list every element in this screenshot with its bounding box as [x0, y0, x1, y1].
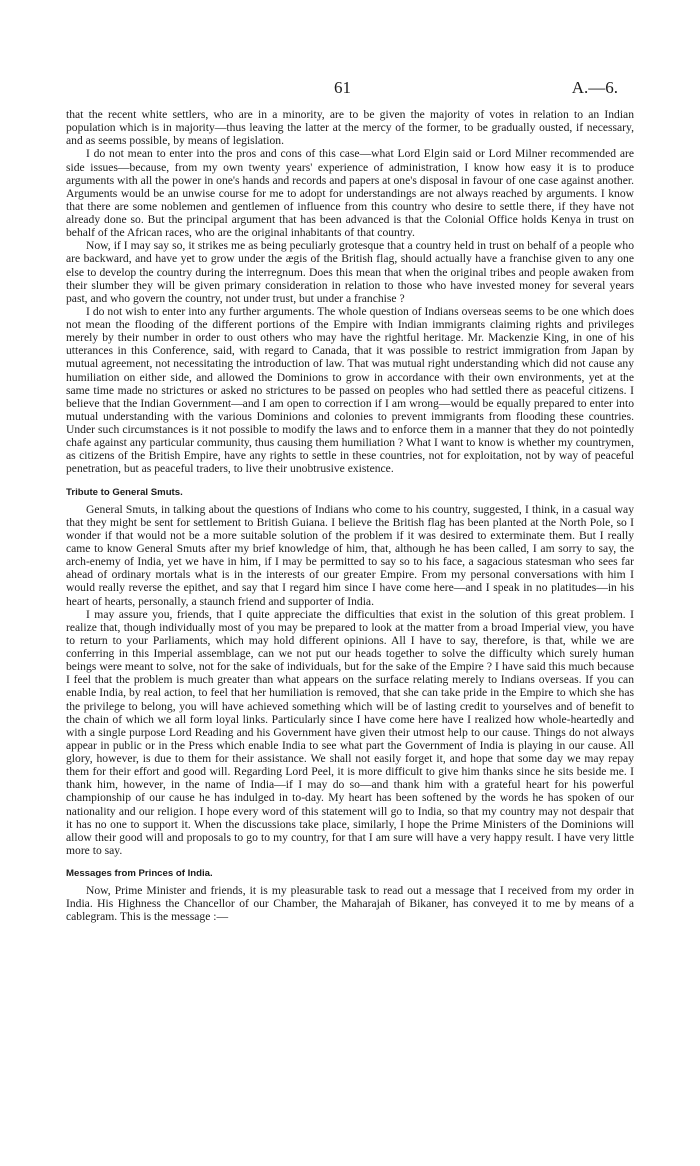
document-body	[66, 108, 634, 924]
page-number: 61	[334, 78, 351, 97]
paragraph: Now, if I may say so, it strikes me as being peculiarly grotesque that a country held in trust on behalf of a people who are backward, and have yet to grow under the ægis of the British flag, should actually have a franchise given to any one else to develop the country during the interregnum. Does this mean that when the original tribes and people awaken from their slumber they will be given primary consideration in relation to those who have invested money for several years past, and who govern the country, not under trust, but under a franchise ?	[66, 239, 634, 305]
paper-reference: A.—6.	[571, 78, 618, 97]
paragraph: General Smuts, in talking about the questions of Indians who come to his country, suggested, I think, in a casual way that they might be sent for settlement to British Guiana. I believe the British flag has been planted at the North Pole, so I wonder if that would not be a more suitable solution of the problem if it was desired to exterminate them. But I really came to know General Smuts after my brief knowledge of him, that, although he has been called, I am sorry to say, the arch-enemy of India, yet we have in him, if I may be permitted to say so to his face, a sagacious statesman who sees far ahead of ordinary mortals what is in the interests of our greater Empire. From my personal conversations with him I would really reverse the epithet, and say that I regard him since I have come here—and I speak in no platitudes—in his heart of hearts, personally, a staunch friend and supporter of India.	[66, 502, 634, 608]
paragraph: I may assure you, friends, that I quite appreciate the difficulties that exist in the solution of this great problem. I realize that, though individually most of you may be prepared to look at the matter from a broad Imperial view, you have to return to your Parliaments, which may hold different opinions. All I have to say, therefore, is that, while we are conferring in this Imperial assemblage, can we not put our heads together to solve the difficulty which surely human beings were meant to solve, not for the sake of individuals, but for the sake of the Empire ? I have said this much because I feel that the problem is much greater than what appears on the surface relating merely to Indians overseas. If you can enable India, by real action, to feel that her humiliation is removed, that she can take pride in the Empire to which she has the privilege to belong, you will have achieved something which will be of lasting credit to yourselves and of benefit to the chain of which we all form loyal links. Particularly since I have come here have I realized how whole-heartedly and with a single purpose Lord Reading and his Government have given their utmost help to our cause. Things do not always appear in public or in the Press which enable India to see what part the Government of India is playing in our cause. All glory, however, is due to them for their assistance. We shall not easily forget it, and hope that some day we may repay them for their effort and good will. Regarding Lord Peel, it is more difficult to give him thanks since he sits beside me. I thank him, however, in the name of India—if I may do so—and thank him with a grateful heart for his powerful championship of our cause he has indulged in to-day. My heart has been softened by the words he has spoken of our nationality and our religion. I hope every word of this statement will go to India, so that my country may not despair that it has no one to support it. When the discussions take place, similarly, I hope the Prime Ministers of the Dominions will allow their good will and proposals to go to my country, for that I am sure will have a very happy result. I have very little more to say.	[66, 607, 634, 857]
section-heading-princes-messages: Messages from Princes of India.	[66, 868, 213, 879]
paragraph: I do not mean to enter into the pros and cons of this case—what Lord Elgin said or Lord Milner recommended are side issues—because, from my own twenty years' experience of administration, I know how easy it is to produce arguments with all the power in one's hands and records and papers at one's disposal in favour of one case against another. Arguments would be an unwise course for me to adopt for understandings are not always reached by arguments. I know that there are some noblemen and gentlemen of influence from this country who desire to settle there, if they have not already done so. But the principal argument that has been advanced is that the Colonial Office holds Kenya in trust on behalf of the African races, who are the original inhabitants of that country.	[66, 147, 634, 240]
paragraph: I do not wish to enter into any further arguments. The whole question of Indians overseas seems to be one which does not mean the flooding of the different portions of the Empire with Indian immigrants claiming rights and privileges merely by their number in order to oust others who may have the rightful heritage. Mr. Mackenzie King, in one of his utterances in this Conference, said, with regard to Canada, that it was possible to restrict immigration from Japan by mutual agreement, not necessitating the introduction of law. That was mutual right understanding which did not cause any humiliation on either side, and allowed the Dominions to grow in accordance with their own environments, yet at the same time made no strictures or asked no strictures to be passed on peoples who had settled there as peaceful citizens. I believe that the Indian Government—and I am open to correction if I am wrong—would be equally prepared to enter into mutual understanding with the various Dominions and colonies to prevent immigrants from flooding these countries. Under such circumstances is it not possible to modify the laws and to enforce them in a manner that they do not pointedly chafe against any particular community, thus causing them humiliation ? What I want to know is whether my countrymen, as citizens of the British Empire, have any rights to settle in these countries, not for exploitation, not by way of peaceful penetration, but as peaceful traders, to live their unobtrusive existence.	[66, 304, 634, 476]
page-header	[0, 78, 700, 100]
section-heading-general-smuts: Tribute to General Smuts.	[66, 486, 183, 498]
paragraph: that the recent white settlers, who are in a minority, are to be given the majority of votes in relation to an Indian population which is in majority—thus leaving the latter at the mercy of the former, to be gradually ousted, if necessary, and as seems possible, by means of legislation.	[66, 108, 634, 148]
paragraph: Now, Prime Minister and friends, it is my pleasurable task to read out a message that I received from my order in India. His Highness the Chancellor of our Chamber, the Maharajah of Bikaner, has conveyed it to me by means of a cablegram. This is the message :—	[66, 884, 634, 924]
